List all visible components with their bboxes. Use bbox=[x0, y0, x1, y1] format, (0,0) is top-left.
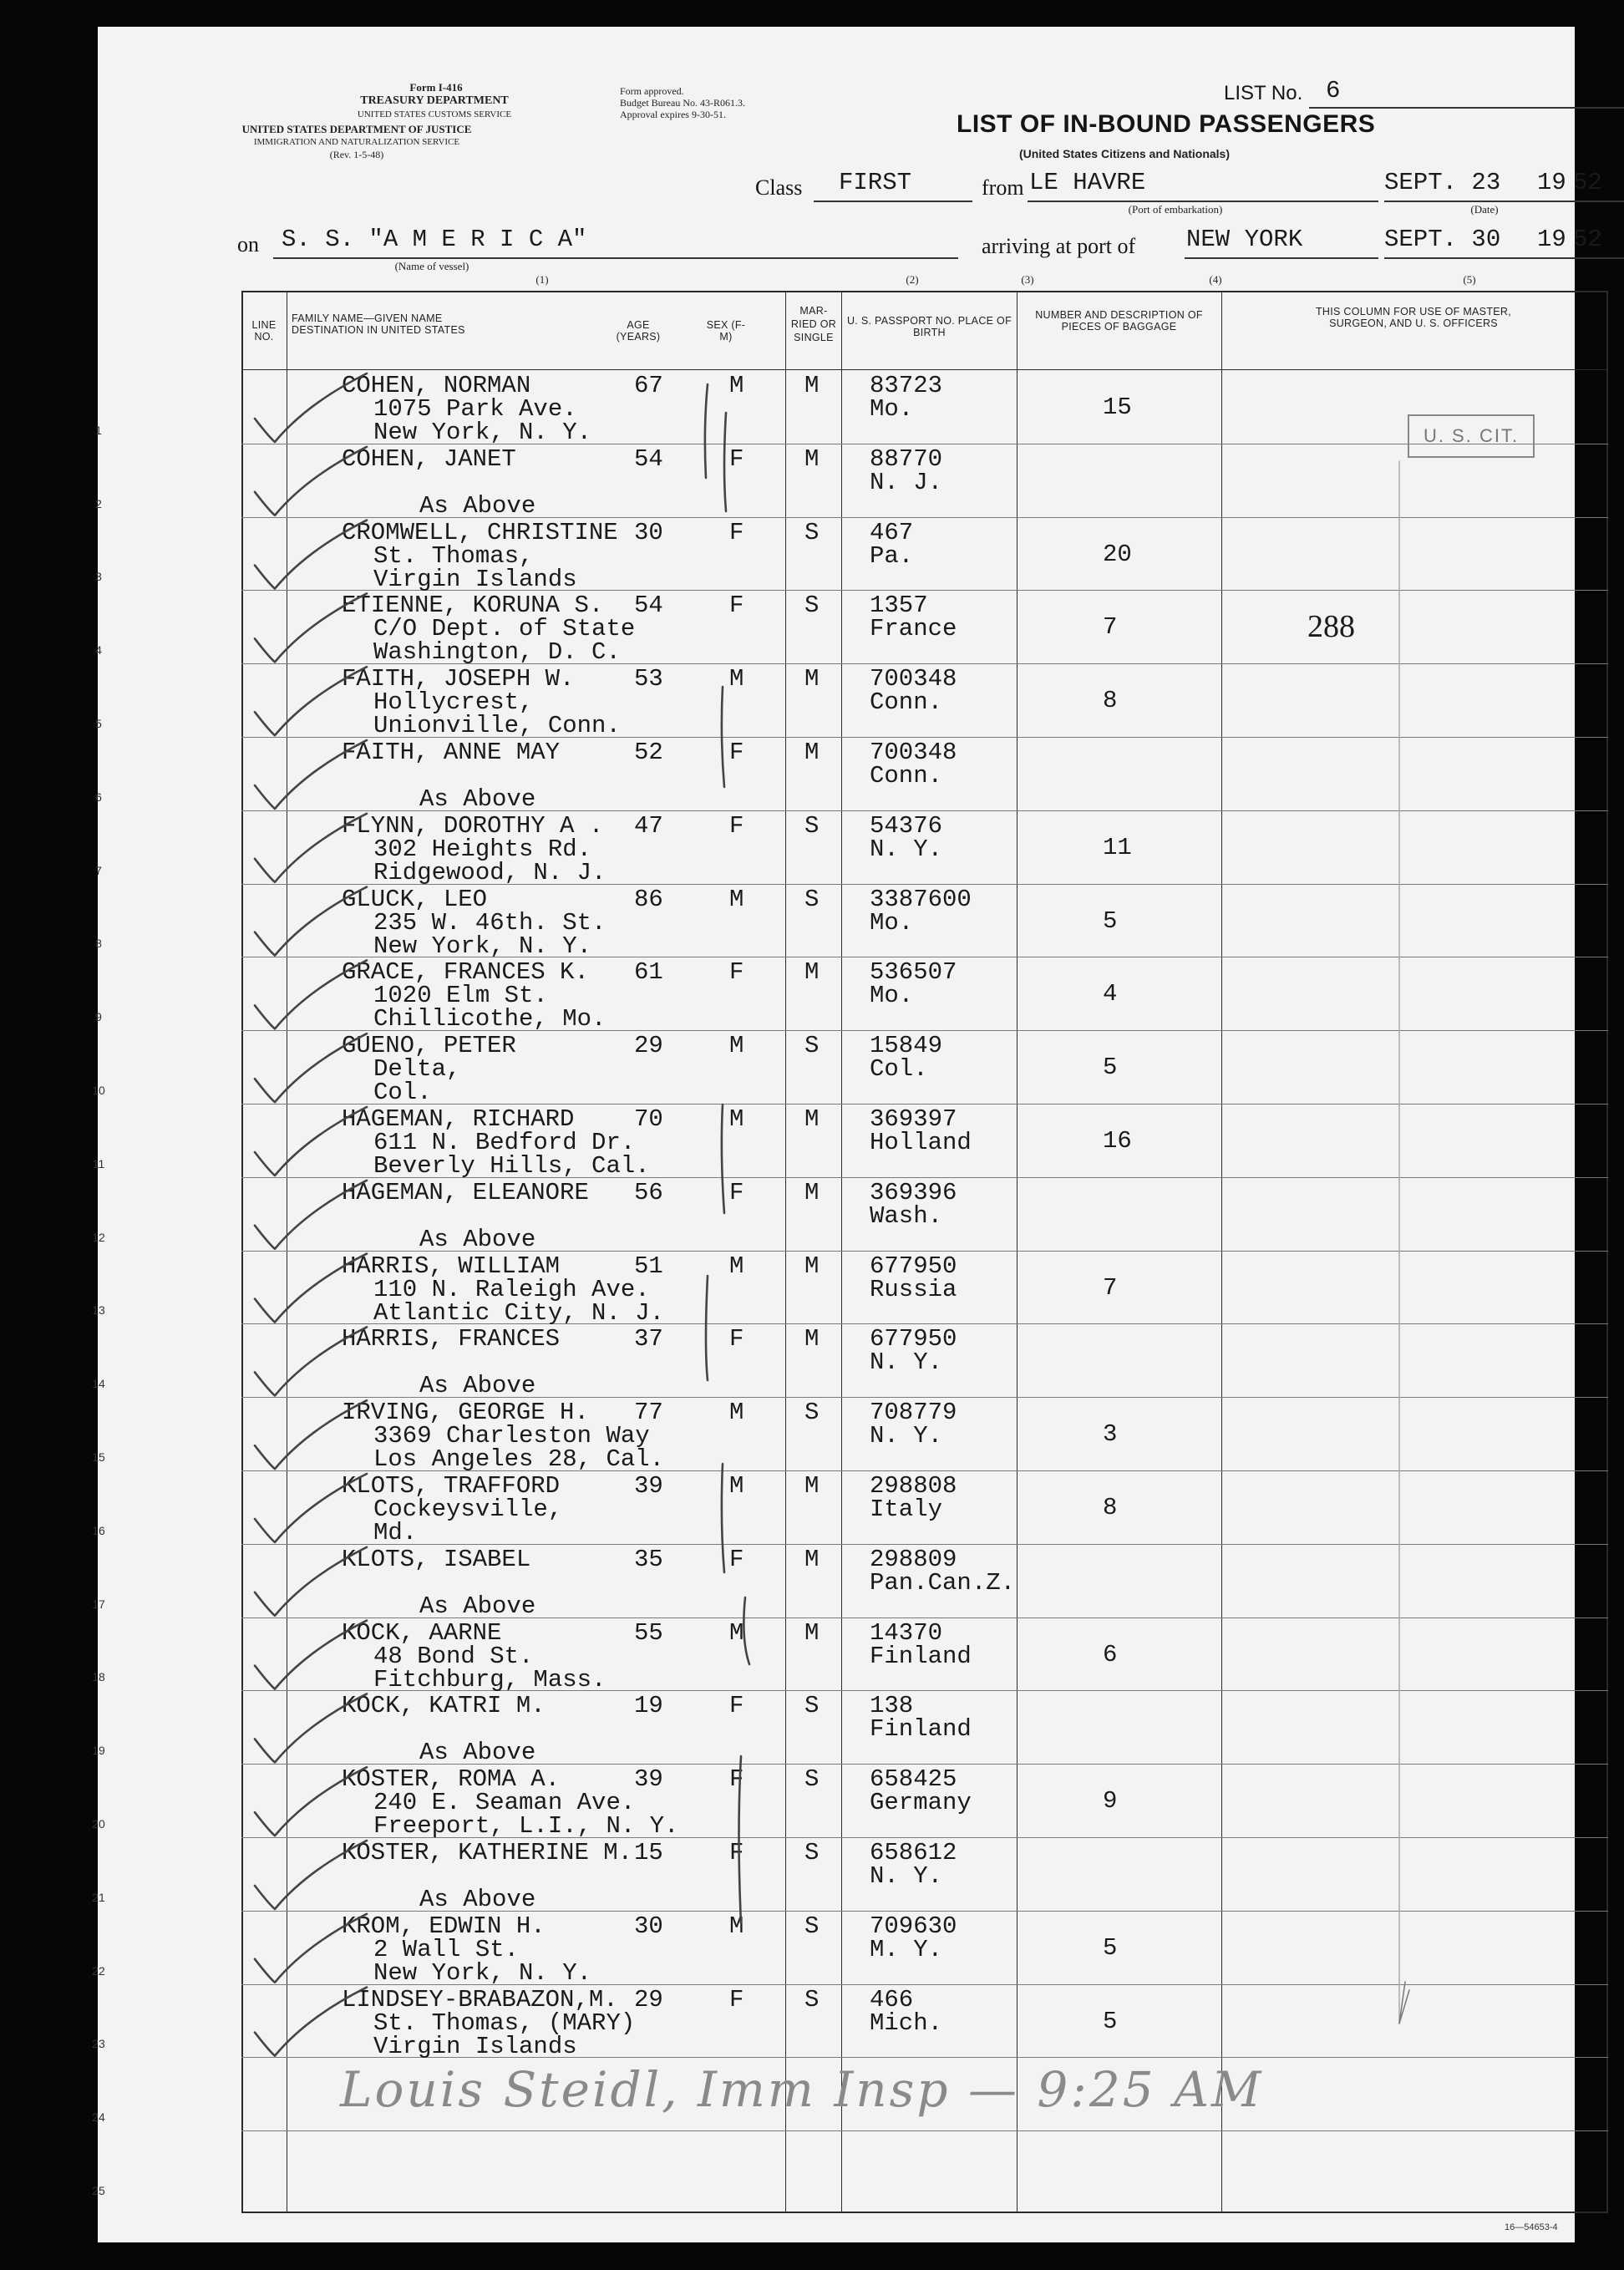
age: 29 bbox=[634, 1032, 663, 1060]
col-num-4: (4) bbox=[1209, 273, 1222, 286]
col-num-5: (5) bbox=[1463, 273, 1476, 286]
address-line-1: St. Thomas, bbox=[373, 541, 534, 570]
line-number: 25 bbox=[92, 2183, 105, 2197]
sex: F bbox=[729, 1839, 744, 1866]
age: 30 bbox=[634, 518, 663, 546]
passport-number: 15849 bbox=[870, 1032, 943, 1060]
table-bottom-border bbox=[241, 2212, 1608, 2213]
line-number: 10 bbox=[92, 1083, 105, 1097]
sex: M bbox=[729, 665, 744, 693]
table-row bbox=[95, 957, 1575, 1033]
place-of-birth: Russia bbox=[870, 1275, 957, 1303]
header-sex: SEX (F-M) bbox=[706, 319, 746, 343]
address-line-2: As Above bbox=[419, 1739, 536, 1767]
passport-number: 536507 bbox=[870, 958, 957, 987]
baggage-count: 20 bbox=[1103, 540, 1132, 568]
passport-number: 88770 bbox=[870, 444, 943, 473]
footer-code: 16—54653-4 bbox=[1505, 2222, 1558, 2232]
line-number: 1 bbox=[95, 423, 102, 437]
sex: M bbox=[729, 1032, 744, 1060]
passport-number: 298809 bbox=[870, 1545, 957, 1573]
address-line-2: New York, N. Y. bbox=[373, 419, 592, 446]
table-row bbox=[95, 370, 1575, 446]
marital-status: M bbox=[804, 958, 820, 987]
address-line-2: As Above bbox=[419, 491, 536, 520]
passenger-name: COHEN, NORMAN bbox=[342, 372, 531, 399]
passenger-name: GRACE, FRANCES K. bbox=[342, 958, 589, 987]
marital-status: S bbox=[804, 1912, 820, 1940]
table-row bbox=[95, 444, 1575, 520]
age: 54 bbox=[634, 444, 663, 473]
place-of-birth: M. Y. bbox=[870, 1935, 943, 1963]
passport-number: 677950 bbox=[870, 1252, 957, 1280]
passenger-name: KLOTS, TRAFFORD bbox=[342, 1472, 561, 1500]
place-of-birth: Mich. bbox=[870, 2008, 943, 2037]
address-line-2: Chillicothe, Mo. bbox=[373, 1005, 606, 1033]
place-of-birth: Holland bbox=[870, 1129, 972, 1156]
age: 39 bbox=[634, 1765, 663, 1794]
table-row bbox=[95, 737, 1575, 813]
line-number: 20 bbox=[92, 1816, 105, 1831]
vessel-name: S. S. "A M E R I C A" bbox=[282, 226, 587, 253]
place-of-birth: Conn. bbox=[870, 688, 943, 717]
passenger-name: KOCK, AARNE bbox=[342, 1618, 502, 1647]
marital-status: M bbox=[804, 1618, 820, 1647]
age: 19 bbox=[634, 1692, 663, 1720]
table-row bbox=[95, 517, 1575, 593]
place-of-birth: N. Y. bbox=[870, 1422, 943, 1450]
passport-number: 677950 bbox=[870, 1325, 957, 1353]
depart-year: 52 bbox=[1573, 169, 1602, 196]
sex: M bbox=[729, 1399, 744, 1427]
baggage-count: 3 bbox=[1103, 1420, 1118, 1449]
passenger-name: HAGEMAN, RICHARD bbox=[342, 1105, 575, 1133]
passenger-name: COHEN, JANET bbox=[342, 444, 516, 473]
place-of-birth: Wash. bbox=[870, 1201, 943, 1230]
sex: F bbox=[729, 444, 744, 473]
passenger-name: KLOTS, ISABEL bbox=[342, 1545, 531, 1573]
address-line-1: 240 E. Seaman Ave. bbox=[373, 1789, 636, 1817]
approval-2: Budget Bureau No. 43-R061.3. bbox=[620, 97, 745, 109]
baggage-count: 11 bbox=[1103, 833, 1132, 861]
passport-number: 700348 bbox=[870, 739, 957, 766]
address-line-2: Col. bbox=[373, 1079, 432, 1107]
age: 47 bbox=[634, 811, 663, 840]
address-line-2: Md. bbox=[373, 1519, 418, 1546]
from-field bbox=[1028, 169, 1378, 202]
address-line-2: New York, N. Y. bbox=[373, 932, 592, 960]
address-line-1: Delta, bbox=[373, 1055, 461, 1084]
address-line-2: Los Angeles 28, Cal. bbox=[373, 1445, 665, 1474]
baggage-count: 15 bbox=[1103, 394, 1132, 421]
age: 30 bbox=[634, 1912, 663, 1940]
from-label: from bbox=[982, 175, 1024, 200]
class-field bbox=[814, 169, 972, 202]
age: 55 bbox=[634, 1618, 663, 1647]
age: 67 bbox=[634, 372, 663, 399]
sex: F bbox=[729, 739, 744, 766]
sex: F bbox=[729, 592, 744, 620]
revision: (Rev. 1-5-48) bbox=[329, 149, 384, 160]
approval-3: Approval expires 9-30-51. bbox=[620, 109, 726, 120]
baggage-count: 8 bbox=[1103, 1494, 1118, 1521]
baggage-count: 9 bbox=[1103, 1787, 1118, 1815]
table-top-border bbox=[241, 291, 1608, 292]
line-number: 13 bbox=[92, 1303, 105, 1318]
marital-status: M bbox=[804, 665, 820, 693]
passenger-name: KOSTER, KATHERINE M. bbox=[342, 1839, 633, 1866]
table-row bbox=[92, 1177, 1575, 1253]
passport-number: 466 bbox=[870, 1985, 914, 2014]
line-number: 8 bbox=[95, 937, 102, 951]
place-of-birth: France bbox=[870, 615, 957, 643]
place-of-birth: Italy bbox=[870, 1496, 943, 1523]
sex: M bbox=[729, 372, 744, 399]
header-officers: THIS COLUMN FOR USE OF MASTER, SURGEON, AND U. S. OFFICERS bbox=[1315, 306, 1511, 329]
address-line-2: Unionville, Conn. bbox=[373, 712, 621, 740]
line-number: 21 bbox=[92, 1890, 105, 1904]
passport-number: 658425 bbox=[870, 1765, 957, 1794]
sex: M bbox=[729, 885, 744, 913]
header-line-no: LINE NO. bbox=[251, 319, 277, 343]
address-line-2: As Above bbox=[419, 785, 536, 813]
line-number: 17 bbox=[92, 1597, 105, 1611]
passenger-name: FAITH, ANNE MAY bbox=[342, 739, 561, 766]
on-label: on bbox=[237, 232, 259, 256]
address-line-2: Washington, D. C. bbox=[373, 638, 621, 667]
sex: F bbox=[729, 1325, 744, 1353]
arriving-label: arriving at port of bbox=[982, 234, 1136, 258]
address-line-1: 302 Heights Rd. bbox=[373, 835, 592, 863]
place-of-birth: Mo. bbox=[870, 982, 914, 1010]
vessel-caption: (Name of vessel) bbox=[394, 260, 469, 272]
line-number: 19 bbox=[92, 1744, 105, 1758]
passenger-name: LINDSEY-BRABAZON,M. bbox=[342, 1985, 618, 2014]
table-row bbox=[92, 1617, 1575, 1694]
address-line-1: 2 Wall St. bbox=[373, 1935, 520, 1963]
passenger-name: CROMWELL, CHRISTINE bbox=[342, 518, 618, 546]
line-number: 16 bbox=[92, 1523, 105, 1537]
address-line-2: Atlantic City, N. J. bbox=[373, 1298, 665, 1327]
place-of-birth: N. Y. bbox=[870, 1348, 943, 1377]
baggage-count: 8 bbox=[1103, 687, 1118, 715]
passenger-name: HAGEMAN, ELEANORE bbox=[342, 1178, 589, 1206]
arrive-year: 52 bbox=[1573, 226, 1602, 253]
passenger-name: GUENO, PETER bbox=[342, 1032, 516, 1060]
line-number: 18 bbox=[92, 1670, 105, 1684]
place-of-birth: Germany bbox=[870, 1789, 972, 1817]
table-row bbox=[92, 1911, 1575, 1987]
passenger-list-page bbox=[92, 27, 1602, 2242]
place-of-birth: Pa. bbox=[870, 541, 914, 570]
age: 39 bbox=[634, 1472, 663, 1500]
passenger-name: GLUCK, LEO bbox=[342, 885, 488, 913]
place-of-birth: Finland bbox=[870, 1715, 972, 1744]
table-row bbox=[92, 1690, 1575, 1767]
passenger-name: KOSTER, ROMA A. bbox=[342, 1765, 561, 1794]
class-value: FIRST bbox=[839, 169, 912, 196]
marital-status: S bbox=[804, 592, 820, 620]
sex: F bbox=[729, 811, 744, 840]
age: 70 bbox=[634, 1105, 663, 1133]
address-line-1: 611 N. Bedford Dr. bbox=[373, 1129, 636, 1156]
place-of-birth: Mo. bbox=[870, 908, 914, 937]
passenger-name: ETIENNE, KORUNA S. bbox=[342, 592, 604, 620]
from-value: LE HAVRE bbox=[1029, 169, 1146, 196]
passenger-name: FAITH, JOSEPH W. bbox=[342, 665, 575, 693]
marital-status: M bbox=[804, 1105, 820, 1133]
address-line-1: Cockeysville, bbox=[373, 1496, 563, 1523]
sex: F bbox=[729, 1765, 744, 1794]
depart-century: 19 bbox=[1537, 169, 1566, 196]
passport-number: 14370 bbox=[870, 1618, 943, 1647]
marital-status: M bbox=[804, 1325, 820, 1353]
address-line-1: 235 W. 46th. St. bbox=[373, 908, 606, 937]
age: 54 bbox=[634, 592, 663, 620]
line-number: 2 bbox=[95, 496, 102, 510]
marital-status: M bbox=[804, 1178, 820, 1206]
place-of-birth: Col. bbox=[870, 1055, 928, 1084]
list-no-field bbox=[1309, 77, 1624, 109]
table-row bbox=[92, 1837, 1575, 1913]
marital-status: S bbox=[804, 1985, 820, 2014]
line-number: 7 bbox=[95, 863, 102, 877]
place-of-birth: Conn. bbox=[870, 762, 943, 790]
baggage-count: 7 bbox=[1103, 1273, 1118, 1302]
table-row bbox=[92, 1030, 1575, 1107]
passport-number: 467 bbox=[870, 518, 914, 546]
list-no-label: LIST No. bbox=[1224, 82, 1303, 104]
depart-date-field bbox=[1384, 169, 1624, 202]
list-number: 6 bbox=[1326, 77, 1341, 104]
age: 86 bbox=[634, 885, 663, 913]
address-line-2: Beverly Hills, Cal. bbox=[373, 1152, 650, 1180]
ins-label: IMMIGRATION AND NATURALIZATION SERVICE bbox=[253, 137, 460, 147]
arrive-century: 19 bbox=[1537, 226, 1566, 253]
place-of-birth: Finland bbox=[870, 1642, 972, 1670]
table-row bbox=[92, 1104, 1575, 1180]
marital-status: S bbox=[804, 811, 820, 840]
arrive-port: NEW YORK bbox=[1186, 226, 1303, 253]
age: 15 bbox=[634, 1839, 663, 1866]
sex: F bbox=[729, 1692, 744, 1720]
line-number: 22 bbox=[92, 1963, 105, 1978]
marital-status: S bbox=[804, 1399, 820, 1427]
passport-number: 54376 bbox=[870, 811, 943, 840]
address-line-2: New York, N. Y. bbox=[373, 1958, 592, 1987]
address-line-2: Ridgewood, N. J. bbox=[373, 858, 606, 886]
age: 77 bbox=[634, 1399, 663, 1427]
table-row bbox=[95, 663, 1575, 740]
inspector-signature: Louis Steidl, Imm Insp — 9:25 AM bbox=[340, 2061, 1264, 2118]
address-line-2: As Above bbox=[419, 1592, 536, 1620]
passport-number: 708779 bbox=[870, 1399, 957, 1427]
age: 37 bbox=[634, 1325, 663, 1353]
address-line-2: Virgin Islands bbox=[373, 2032, 577, 2060]
table-row bbox=[95, 810, 1575, 886]
line-number: 14 bbox=[92, 1377, 105, 1391]
address-line-2: Virgin Islands bbox=[373, 565, 577, 593]
table-row bbox=[92, 1544, 1575, 1620]
embark-caption: (Port of embarkation) bbox=[1128, 203, 1223, 216]
passport-number: 700348 bbox=[870, 665, 957, 693]
col-num-2: (2) bbox=[906, 273, 919, 286]
baggage-count: 5 bbox=[1103, 1054, 1118, 1082]
baggage-count: 6 bbox=[1103, 1640, 1118, 1668]
age: 52 bbox=[634, 739, 663, 766]
table-row bbox=[95, 884, 1575, 960]
sex: M bbox=[729, 1618, 744, 1647]
line-number: 5 bbox=[95, 716, 102, 730]
passenger-name: KOCK, KATRI M. bbox=[342, 1692, 546, 1720]
passenger-name: HARRIS, WILLIAM bbox=[342, 1252, 561, 1280]
marital-status: M bbox=[804, 1545, 820, 1573]
address-line-2: Freeport, L.I., N. Y. bbox=[373, 1812, 679, 1841]
sex: M bbox=[729, 1472, 744, 1500]
marital-status: S bbox=[804, 1765, 820, 1794]
passport-number: 298808 bbox=[870, 1472, 957, 1500]
passenger-name: HARRIS, FRANCES bbox=[342, 1325, 561, 1353]
officer-note: 288 bbox=[1307, 609, 1355, 644]
header-baggage: NUMBER AND DESCRIPTION OF PIECES OF BAGGAGE bbox=[1035, 309, 1203, 333]
sex: M bbox=[729, 1252, 744, 1280]
sex: F bbox=[729, 958, 744, 987]
line-number: 9 bbox=[95, 1010, 102, 1024]
line-number: 6 bbox=[95, 790, 102, 804]
passport-number: 369397 bbox=[870, 1105, 957, 1133]
sex: F bbox=[729, 1545, 744, 1573]
line-number: 23 bbox=[92, 2037, 105, 2051]
line-number: 24 bbox=[92, 2110, 105, 2125]
table-row bbox=[92, 1323, 1575, 1400]
age: 56 bbox=[634, 1178, 663, 1206]
col-num-1: (1) bbox=[535, 273, 549, 286]
passport-number: 1357 bbox=[870, 592, 928, 620]
marital-status: M bbox=[804, 1252, 820, 1280]
baggage-count: 5 bbox=[1103, 2007, 1118, 2035]
passenger-name: KROM, EDWIN H. bbox=[342, 1912, 546, 1940]
baggage-count: 5 bbox=[1103, 1933, 1118, 1962]
sex: F bbox=[729, 518, 744, 546]
line-number: 11 bbox=[92, 1156, 105, 1171]
passenger-name: IRVING, GEORGE H. bbox=[342, 1399, 589, 1427]
header-age: AGE (YEARS) bbox=[616, 319, 661, 343]
table-row bbox=[92, 1764, 1575, 1841]
marital-status: S bbox=[804, 1839, 820, 1866]
place-of-birth: N. J. bbox=[870, 468, 943, 496]
age: 29 bbox=[634, 1985, 663, 2014]
class-label: Class bbox=[755, 175, 803, 200]
passport-number: 369396 bbox=[870, 1178, 957, 1206]
line-number: 3 bbox=[95, 570, 102, 584]
customs-service: UNITED STATES CUSTOMS SERVICE bbox=[357, 109, 512, 119]
address-line-1: St. Thomas, (MARY) bbox=[373, 2008, 636, 2037]
marital-status: M bbox=[804, 372, 820, 399]
passport-number: 3387600 bbox=[870, 885, 972, 913]
passport-number: 138 bbox=[870, 1692, 914, 1720]
passport-number: 83723 bbox=[870, 372, 943, 399]
approval-1: Form approved. bbox=[620, 85, 684, 97]
list-subtitle: (United States Citizens and Nationals) bbox=[1018, 147, 1231, 160]
age: 35 bbox=[634, 1545, 663, 1573]
age: 53 bbox=[634, 665, 663, 693]
marital-status: M bbox=[804, 1472, 820, 1500]
address-line-1: 110 N. Raleigh Ave. bbox=[373, 1275, 650, 1303]
age: 61 bbox=[634, 958, 663, 987]
table-row bbox=[92, 2130, 1575, 2204]
place-of-birth: N. Y. bbox=[870, 1862, 943, 1890]
treasury-department: TREASURY DEPARTMENT bbox=[360, 94, 509, 107]
baggage-count: 4 bbox=[1103, 980, 1118, 1008]
sex: F bbox=[729, 1178, 744, 1206]
us-citizen-stamp: U. S. CIT. bbox=[1408, 414, 1535, 458]
line-number: 4 bbox=[95, 643, 102, 658]
passport-number: 709630 bbox=[870, 1912, 957, 1940]
list-title: LIST OF IN-BOUND PASSENGERS bbox=[957, 110, 1376, 138]
address-line-1: 1075 Park Ave. bbox=[373, 395, 577, 423]
table-row bbox=[92, 1251, 1575, 1327]
vessel-field bbox=[273, 226, 958, 259]
col-num-3: (3) bbox=[1021, 273, 1034, 286]
baggage-count: 7 bbox=[1103, 613, 1118, 642]
marital-status: S bbox=[804, 885, 820, 913]
marital-status: S bbox=[804, 1692, 820, 1720]
date-caption: (Date) bbox=[1470, 203, 1499, 216]
address-line-1: C/O Dept. of State bbox=[373, 615, 636, 643]
arrive-port-field bbox=[1185, 226, 1378, 259]
marital-status: M bbox=[804, 739, 820, 766]
place-of-birth: N. Y. bbox=[870, 835, 943, 863]
marital-status: S bbox=[804, 1032, 820, 1060]
address-line-2: As Above bbox=[419, 1886, 536, 1913]
arrive-date-field bbox=[1384, 226, 1624, 259]
baggage-count: 16 bbox=[1103, 1127, 1132, 1155]
sex: F bbox=[729, 1985, 744, 2014]
address-line-2: Fitchburg, Mass. bbox=[373, 1665, 606, 1694]
depart-date: SEPT. 23 bbox=[1384, 169, 1501, 196]
table-row bbox=[92, 1397, 1575, 1474]
passenger-name: FLYNN, DOROTHY A . bbox=[342, 811, 604, 840]
arrive-date: SEPT. 30 bbox=[1384, 226, 1501, 253]
header-passport: U. S. PASSPORT NO. PLACE OF BIRTH bbox=[846, 315, 1012, 338]
place-of-birth: Pan.Can.Z. bbox=[870, 1568, 1016, 1597]
marital-status: M bbox=[804, 444, 820, 473]
line-number: 12 bbox=[92, 1230, 105, 1244]
col-border-right bbox=[1606, 291, 1608, 2213]
address-line-1: 1020 Elm St. bbox=[373, 982, 548, 1010]
sex: M bbox=[729, 1912, 744, 1940]
address-line-2: As Above bbox=[419, 1225, 536, 1253]
header-married: MAR- RIED OR SINGLE bbox=[790, 305, 837, 343]
marital-status: S bbox=[804, 518, 820, 546]
sex: M bbox=[729, 1105, 744, 1133]
address-line-1: 3369 Charleston Way bbox=[373, 1422, 650, 1450]
address-line-1: Hollycrest, bbox=[373, 688, 534, 717]
table-row bbox=[92, 1470, 1575, 1546]
line-number: 15 bbox=[92, 1450, 105, 1464]
baggage-count: 5 bbox=[1103, 906, 1118, 935]
passport-number: 658612 bbox=[870, 1839, 957, 1866]
header-name: FAMILY NAME—GIVEN NAME DESTINATION IN UNITED STATES bbox=[292, 312, 465, 336]
justice-department: UNITED STATES DEPARTMENT OF JUSTICE bbox=[241, 123, 472, 135]
form-number: Form I-416 bbox=[409, 81, 463, 94]
address-line-2: As Above bbox=[419, 1372, 536, 1400]
table-row bbox=[92, 1984, 1575, 2060]
address-line-1: 48 Bond St. bbox=[373, 1642, 534, 1670]
place-of-birth: Mo. bbox=[870, 395, 914, 423]
age: 51 bbox=[634, 1252, 663, 1280]
